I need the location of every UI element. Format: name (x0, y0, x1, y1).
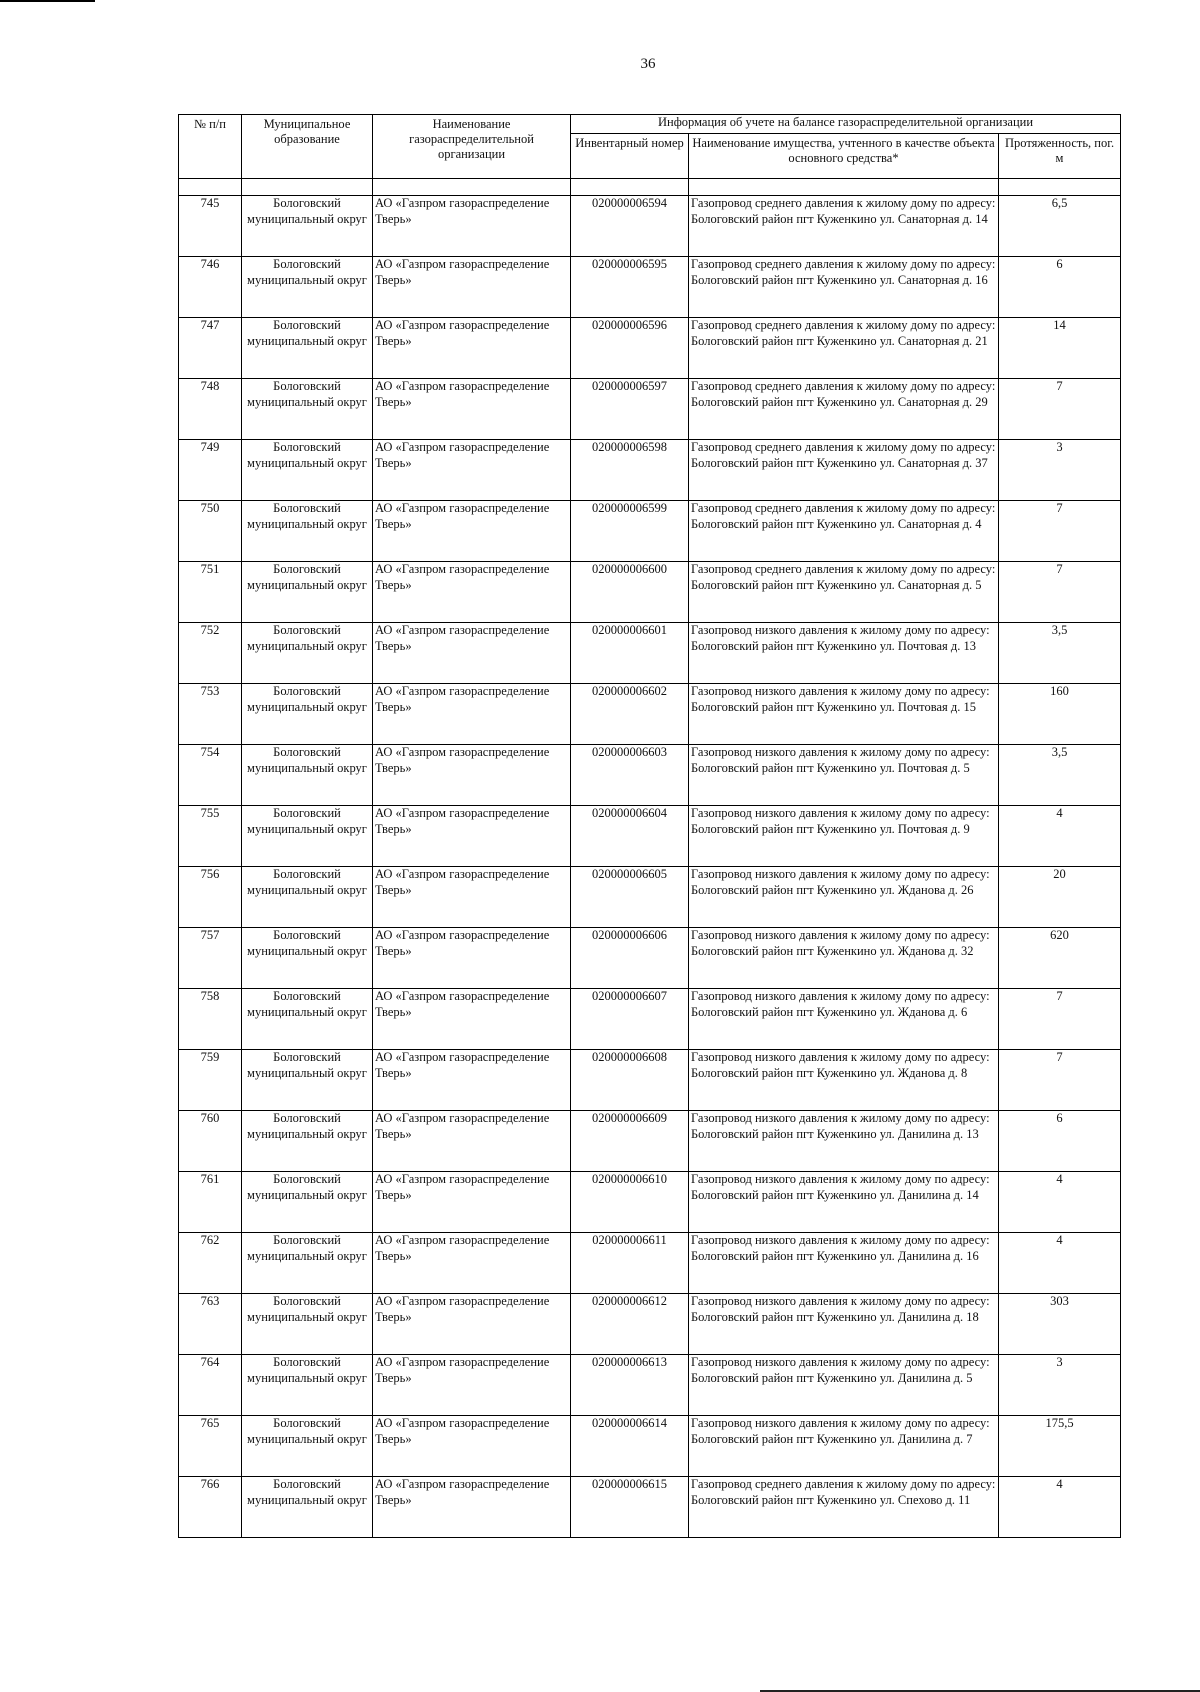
header-inventory-number: Инвентарный номер (571, 134, 689, 179)
row-object-name: Газопровод среднего давления к жилому дому по адресу: Бологовский район пгт Куженкино ул. Санаторная д. 29 (689, 379, 999, 440)
row-inventory-number: 020000006610 (571, 1172, 689, 1233)
table-header (179, 115, 1121, 179)
row-length: 4 (999, 1172, 1121, 1233)
row-object-name: Газопровод низкого давления к жилому дому по адресу: Бологовский район пгт Куженкино ул. Почтовая д. 5 (689, 745, 999, 806)
row-number: 759 (179, 1050, 242, 1111)
row-inventory-number: 020000006595 (571, 257, 689, 318)
row-municipality: Бологовский муниципальный округ (242, 745, 373, 806)
row-organization: АО «Газпром газораспределение Тверь» (373, 1233, 571, 1294)
row-inventory-number: 020000006615 (571, 1477, 689, 1538)
row-municipality: Бологовский муниципальный округ (242, 1111, 373, 1172)
header-num: № п/п (179, 115, 242, 179)
table-row (179, 1233, 1121, 1294)
row-municipality: Бологовский муниципальный округ (242, 1477, 373, 1538)
row-municipality: Бологовский муниципальный округ (242, 1355, 373, 1416)
row-inventory-number: 020000006606 (571, 928, 689, 989)
row-object-name: Газопровод низкого давления к жилому дому по адресу: Бологовский район пгт Куженкино ул. Данилина д. 18 (689, 1294, 999, 1355)
row-organization: АО «Газпром газораспределение Тверь» (373, 1355, 571, 1416)
row-object-name: Газопровод низкого давления к жилому дому по адресу: Бологовский район пгт Куженкино ул. Жданова д. 6 (689, 989, 999, 1050)
row-object-name: Газопровод низкого давления к жилому дому по адресу: Бологовский район пгт Куженкино ул. Жданова д. 8 (689, 1050, 999, 1111)
row-municipality: Бологовский муниципальный округ (242, 623, 373, 684)
row-inventory-number: 020000006603 (571, 745, 689, 806)
table-row (179, 257, 1121, 318)
row-number: 753 (179, 684, 242, 745)
row-inventory-number: 020000006596 (571, 318, 689, 379)
row-object-name: Газопровод среднего давления к жилому дому по адресу: Бологовский район пгт Куженкино ул. Санаторная д. 37 (689, 440, 999, 501)
header-balance-info: Информация об учете на балансе газораспределительной организации (571, 115, 1121, 134)
row-length: 6 (999, 1111, 1121, 1172)
row-municipality: Бологовский муниципальный округ (242, 1294, 373, 1355)
table-row (179, 1416, 1121, 1477)
row-number: 747 (179, 318, 242, 379)
row-organization: АО «Газпром газораспределение Тверь» (373, 623, 571, 684)
row-municipality: Бологовский муниципальный округ (242, 562, 373, 623)
row-organization: АО «Газпром газораспределение Тверь» (373, 1294, 571, 1355)
row-length: 3,5 (999, 623, 1121, 684)
row-organization: АО «Газпром газораспределение Тверь» (373, 440, 571, 501)
row-municipality: Бологовский муниципальный округ (242, 989, 373, 1050)
row-object-name: Газопровод среднего давления к жилому дому по адресу: Бологовский район пгт Куженкино ул. Санаторная д. 4 (689, 501, 999, 562)
header-municipality: Муниципальное образование (242, 115, 373, 179)
row-length: 20 (999, 867, 1121, 928)
row-number: 749 (179, 440, 242, 501)
row-length: 160 (999, 684, 1121, 745)
row-length: 303 (999, 1294, 1121, 1355)
row-length: 6 (999, 257, 1121, 318)
table-row (179, 623, 1121, 684)
row-organization: АО «Газпром газораспределение Тверь» (373, 1050, 571, 1111)
row-organization: АО «Газпром газораспределение Тверь» (373, 1416, 571, 1477)
row-organization: АО «Газпром газораспределение Тверь» (373, 684, 571, 745)
row-inventory-number: 020000006608 (571, 1050, 689, 1111)
row-inventory-number: 020000006607 (571, 989, 689, 1050)
row-organization: АО «Газпром газораспределение Тверь» (373, 379, 571, 440)
row-length: 4 (999, 1233, 1121, 1294)
header-organization: Наименование газораспределительной организации (373, 115, 571, 179)
row-inventory-number: 020000006599 (571, 501, 689, 562)
row-municipality: Бологовский муниципальный округ (242, 257, 373, 318)
row-inventory-number: 020000006601 (571, 623, 689, 684)
row-length: 4 (999, 806, 1121, 867)
table-row (179, 562, 1121, 623)
row-object-name: Газопровод низкого давления к жилому дому по адресу: Бологовский район пгт Куженкино ул. Данилина д. 7 (689, 1416, 999, 1477)
row-object-name: Газопровод низкого давления к жилому дому по адресу: Бологовский район пгт Куженкино ул. Почтовая д. 9 (689, 806, 999, 867)
page-number: 36 (640, 56, 656, 72)
row-object-name: Газопровод среднего давления к жилому дому по адресу: Бологовский район пгт Куженкино ул. Санаторная д. 14 (689, 196, 999, 257)
row-number: 766 (179, 1477, 242, 1538)
row-organization: АО «Газпром газораспределение Тверь» (373, 562, 571, 623)
row-number: 763 (179, 1294, 242, 1355)
table-row (179, 867, 1121, 928)
row-organization: АО «Газпром газораспределение Тверь» (373, 806, 571, 867)
table-row (179, 806, 1121, 867)
row-object-name: Газопровод низкого давления к жилому дому по адресу: Бологовский район пгт Куженкино ул. Жданова д. 26 (689, 867, 999, 928)
row-number: 760 (179, 1111, 242, 1172)
row-object-name: Газопровод среднего давления к жилому дому по адресу: Бологовский район пгт Куженкино ул. Спехово д. 11 (689, 1477, 999, 1538)
header-spacer-row (179, 179, 1121, 196)
row-length: 3 (999, 1355, 1121, 1416)
row-municipality: Бологовский муниципальный округ (242, 1050, 373, 1111)
row-number: 765 (179, 1416, 242, 1477)
row-object-name: Газопровод среднего давления к жилому дому по адресу: Бологовский район пгт Куженкино ул. Санаторная д. 16 (689, 257, 999, 318)
row-inventory-number: 020000006594 (571, 196, 689, 257)
table-row (179, 1172, 1121, 1233)
row-number: 754 (179, 745, 242, 806)
table-row (179, 501, 1121, 562)
table-row (179, 1477, 1121, 1538)
row-organization: АО «Газпром газораспределение Тверь» (373, 745, 571, 806)
row-length: 14 (999, 318, 1121, 379)
table-row (179, 745, 1121, 806)
row-inventory-number: 020000006605 (571, 867, 689, 928)
row-inventory-number: 020000006600 (571, 562, 689, 623)
row-object-name: Газопровод низкого давления к жилому дому по адресу: Бологовский район пгт Куженкино ул. Почтовая д. 13 (689, 623, 999, 684)
row-length: 175,5 (999, 1416, 1121, 1477)
table-row (179, 1355, 1121, 1416)
row-municipality: Бологовский муниципальный округ (242, 379, 373, 440)
row-number: 752 (179, 623, 242, 684)
row-object-name: Газопровод низкого давления к жилому дому по адресу: Бологовский район пгт Куженкино ул. Данилина д. 16 (689, 1233, 999, 1294)
row-organization: АО «Газпром газораспределение Тверь» (373, 867, 571, 928)
row-inventory-number: 020000006613 (571, 1355, 689, 1416)
gas-pipeline-registry-table (178, 114, 1121, 1538)
row-object-name: Газопровод среднего давления к жилому дому по адресу: Бологовский район пгт Куженкино ул. Санаторная д. 21 (689, 318, 999, 379)
row-organization: АО «Газпром газораспределение Тверь» (373, 501, 571, 562)
row-length: 7 (999, 989, 1121, 1050)
row-length: 620 (999, 928, 1121, 989)
row-number: 750 (179, 501, 242, 562)
row-municipality: Бологовский муниципальный округ (242, 867, 373, 928)
table-row (179, 440, 1121, 501)
row-number: 757 (179, 928, 242, 989)
row-object-name: Газопровод среднего давления к жилому дому по адресу: Бологовский район пгт Куженкино ул. Санаторная д. 5 (689, 562, 999, 623)
row-inventory-number: 020000006597 (571, 379, 689, 440)
table-row (179, 1050, 1121, 1111)
row-length: 3,5 (999, 745, 1121, 806)
table-row (179, 1294, 1121, 1355)
table-row (179, 196, 1121, 257)
table-row (179, 379, 1121, 440)
row-municipality: Бологовский муниципальный округ (242, 1233, 373, 1294)
row-object-name: Газопровод низкого давления к жилому дому по адресу: Бологовский район пгт Куженкино ул. Данилина д. 5 (689, 1355, 999, 1416)
row-number: 762 (179, 1233, 242, 1294)
table-row (179, 684, 1121, 745)
table-row (179, 1111, 1121, 1172)
row-inventory-number: 020000006612 (571, 1294, 689, 1355)
row-length: 7 (999, 501, 1121, 562)
row-organization: АО «Газпром газораспределение Тверь» (373, 1477, 571, 1538)
row-municipality: Бологовский муниципальный округ (242, 806, 373, 867)
row-length: 7 (999, 379, 1121, 440)
row-municipality: Бологовский муниципальный округ (242, 928, 373, 989)
row-number: 758 (179, 989, 242, 1050)
row-number: 746 (179, 257, 242, 318)
table-body (179, 179, 1121, 1538)
row-organization: АО «Газпром газораспределение Тверь» (373, 196, 571, 257)
row-municipality: Бологовский муниципальный округ (242, 684, 373, 745)
row-object-name: Газопровод низкого давления к жилому дому по адресу: Бологовский район пгт Куженкино ул. Данилина д. 13 (689, 1111, 999, 1172)
table-row (179, 928, 1121, 989)
row-number: 755 (179, 806, 242, 867)
row-inventory-number: 020000006604 (571, 806, 689, 867)
row-object-name: Газопровод низкого давления к жилому дому по адресу: Бологовский район пгт Куженкино ул. Жданова д. 32 (689, 928, 999, 989)
row-municipality: Бологовский муниципальный округ (242, 196, 373, 257)
header-object-name: Наименование имущества, учтенного в качестве объекта основного средства* (689, 134, 999, 179)
row-organization: АО «Газпром газораспределение Тверь» (373, 989, 571, 1050)
row-number: 764 (179, 1355, 242, 1416)
row-organization: АО «Газпром газораспределение Тверь» (373, 257, 571, 318)
row-inventory-number: 020000006609 (571, 1111, 689, 1172)
row-length: 4 (999, 1477, 1121, 1538)
row-municipality: Бологовский муниципальный округ (242, 501, 373, 562)
row-length: 7 (999, 562, 1121, 623)
row-object-name: Газопровод низкого давления к жилому дому по адресу: Бологовский район пгт Куженкино ул. Данилина д. 14 (689, 1172, 999, 1233)
row-number: 748 (179, 379, 242, 440)
row-municipality: Бологовский муниципальный округ (242, 318, 373, 379)
row-municipality: Бологовский муниципальный округ (242, 1416, 373, 1477)
row-organization: АО «Газпром газораспределение Тверь» (373, 1172, 571, 1233)
row-municipality: Бологовский муниципальный округ (242, 440, 373, 501)
table-row (179, 989, 1121, 1050)
row-number: 751 (179, 562, 242, 623)
row-inventory-number: 020000006602 (571, 684, 689, 745)
header-length: Протяженность, пог. м (999, 134, 1121, 179)
row-length: 6,5 (999, 196, 1121, 257)
row-inventory-number: 020000006611 (571, 1233, 689, 1294)
row-municipality: Бологовский муниципальный округ (242, 1172, 373, 1233)
row-organization: АО «Газпром газораспределение Тверь» (373, 1111, 571, 1172)
row-inventory-number: 020000006614 (571, 1416, 689, 1477)
row-number: 756 (179, 867, 242, 928)
row-length: 7 (999, 1050, 1121, 1111)
row-object-name: Газопровод низкого давления к жилому дому по адресу: Бологовский район пгт Куженкино ул. Почтовая д. 15 (689, 684, 999, 745)
row-inventory-number: 020000006598 (571, 440, 689, 501)
row-organization: АО «Газпром газораспределение Тверь» (373, 928, 571, 989)
row-length: 3 (999, 440, 1121, 501)
row-number: 745 (179, 196, 242, 257)
table-row (179, 318, 1121, 379)
row-organization: АО «Газпром газораспределение Тверь» (373, 318, 571, 379)
row-number: 761 (179, 1172, 242, 1233)
scan-edge-mark-top (0, 0, 95, 2)
